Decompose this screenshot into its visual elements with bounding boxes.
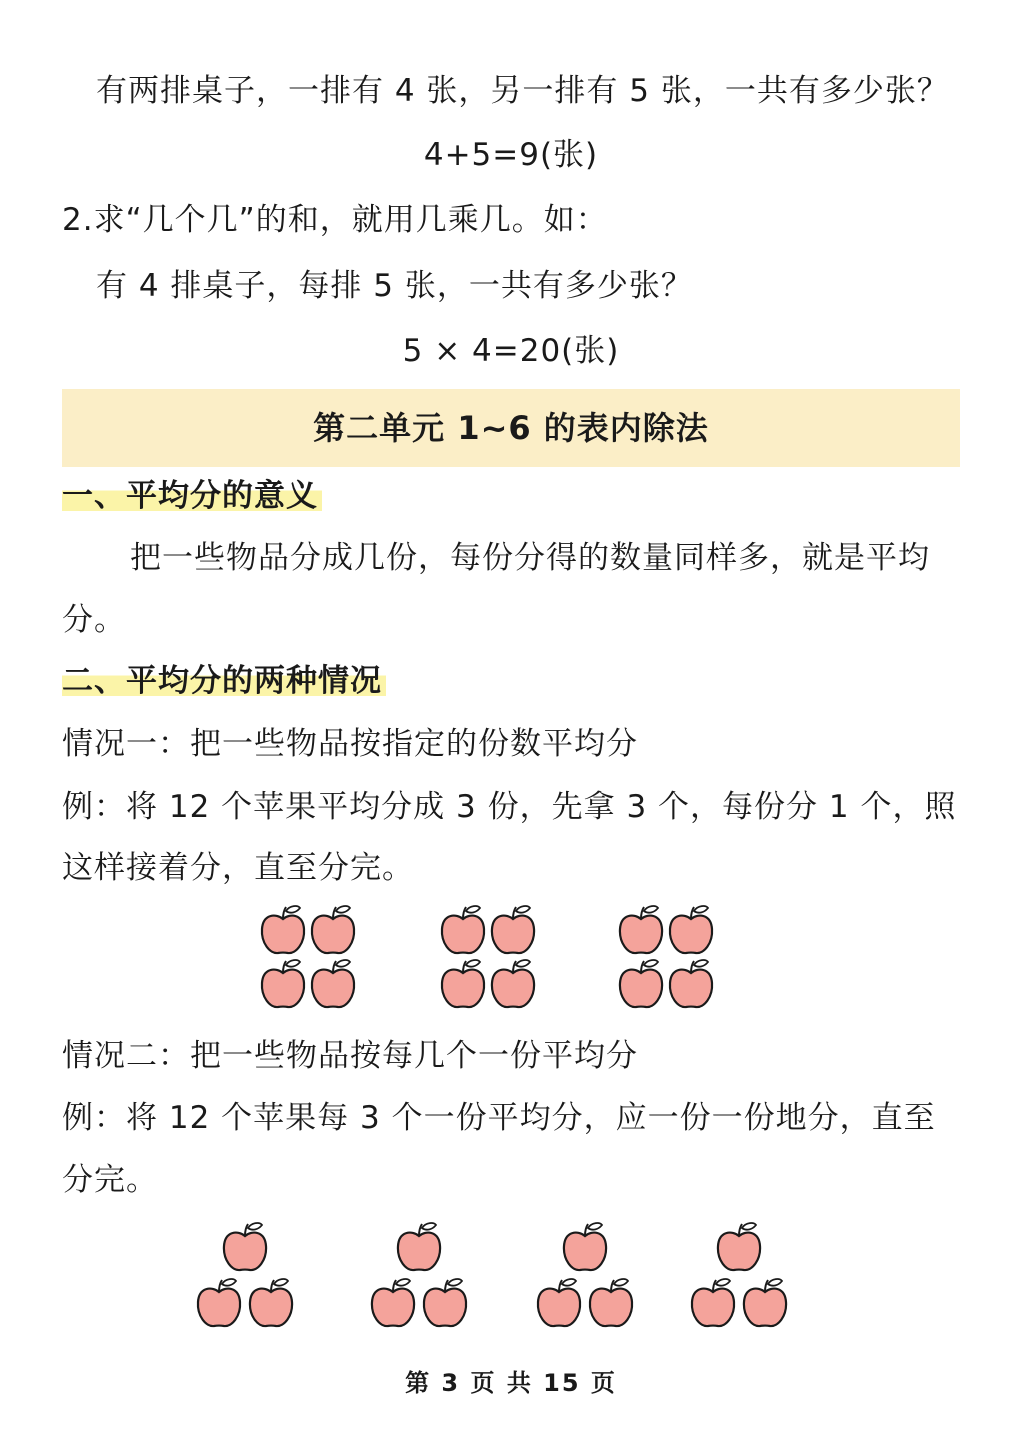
apple-icon	[258, 957, 308, 1011]
example-add-answer: 4+5=9(张)	[423, 137, 599, 173]
apple-group-triangle	[528, 1218, 642, 1334]
case-1-example-line-2: 这样接着分，直至分完。	[62, 850, 414, 886]
apple-icon	[394, 1220, 444, 1274]
case-2-example-line-1: 例：将 12 个苹果每 3 个一份平均分，应一份一份地分，直至	[62, 1100, 936, 1136]
apple-icon	[438, 957, 488, 1011]
apple-icon	[258, 903, 308, 957]
apple-icon	[534, 1276, 584, 1330]
case-2-title: 情况二：把一些物品按每几个一份平均分	[62, 1038, 638, 1074]
example-add-question: 有两排桌子，一排有 4 张，另一排有 5 张，一共有多少张？	[96, 73, 949, 109]
unit-title: 第二单元 1~6 的表内除法	[313, 409, 709, 447]
section-2-heading	[62, 661, 386, 701]
page-footer: 第 3 页 共 15 页	[405, 1369, 617, 1397]
section-2-heading-text: 二、平均分的两种情况	[62, 663, 386, 699]
apple-icon	[488, 903, 538, 957]
apple-icon	[194, 1276, 244, 1330]
apple-group-square	[254, 903, 364, 1013]
apple-icon	[308, 957, 358, 1011]
case-1-title: 情况一：把一些物品按指定的份数平均分	[62, 726, 638, 762]
apple-icon	[740, 1276, 790, 1330]
example-mul-question: 有 4 排桌子，每排 5 张，一共有多少张？	[96, 268, 693, 304]
apple-icon	[368, 1276, 418, 1330]
section-1-heading-text: 一、平均分的意义	[62, 478, 322, 514]
apple-group-triangle	[188, 1218, 302, 1334]
section-1-para-line-2: 分。	[62, 602, 126, 638]
rule-2-text: 2.求“几个几”的和，就用几乘几。如：	[62, 202, 608, 238]
apple-icon	[688, 1276, 738, 1330]
apple-group-square	[434, 903, 544, 1013]
apple-group-square	[612, 903, 722, 1013]
apple-icon	[438, 903, 488, 957]
section-1-para-line-1: 把一些物品分成几份，每份分得的数量同样多，就是平均	[130, 540, 930, 576]
apple-icon	[246, 1276, 296, 1330]
apple-icon	[586, 1276, 636, 1330]
example-mul-answer: 5 × 4=20(张)	[402, 333, 620, 369]
apple-group-triangle	[682, 1218, 796, 1334]
unit-banner	[62, 389, 960, 467]
apple-icon	[616, 957, 666, 1011]
apple-icon	[308, 903, 358, 957]
apple-icon	[666, 903, 716, 957]
apple-icon	[616, 903, 666, 957]
apple-icon	[666, 957, 716, 1011]
apple-icon	[488, 957, 538, 1011]
section-1-heading	[62, 476, 322, 516]
case-2-example-line-2: 分完。	[62, 1162, 158, 1198]
apple-icon	[420, 1276, 470, 1330]
apple-icon	[560, 1220, 610, 1274]
apple-icon	[220, 1220, 270, 1274]
case-1-example-line-1: 例：将 12 个苹果平均分成 3 份，先拿 3 个，每份分 1 个，照	[62, 789, 957, 825]
apple-group-triangle	[362, 1218, 476, 1334]
apple-icon	[714, 1220, 764, 1274]
